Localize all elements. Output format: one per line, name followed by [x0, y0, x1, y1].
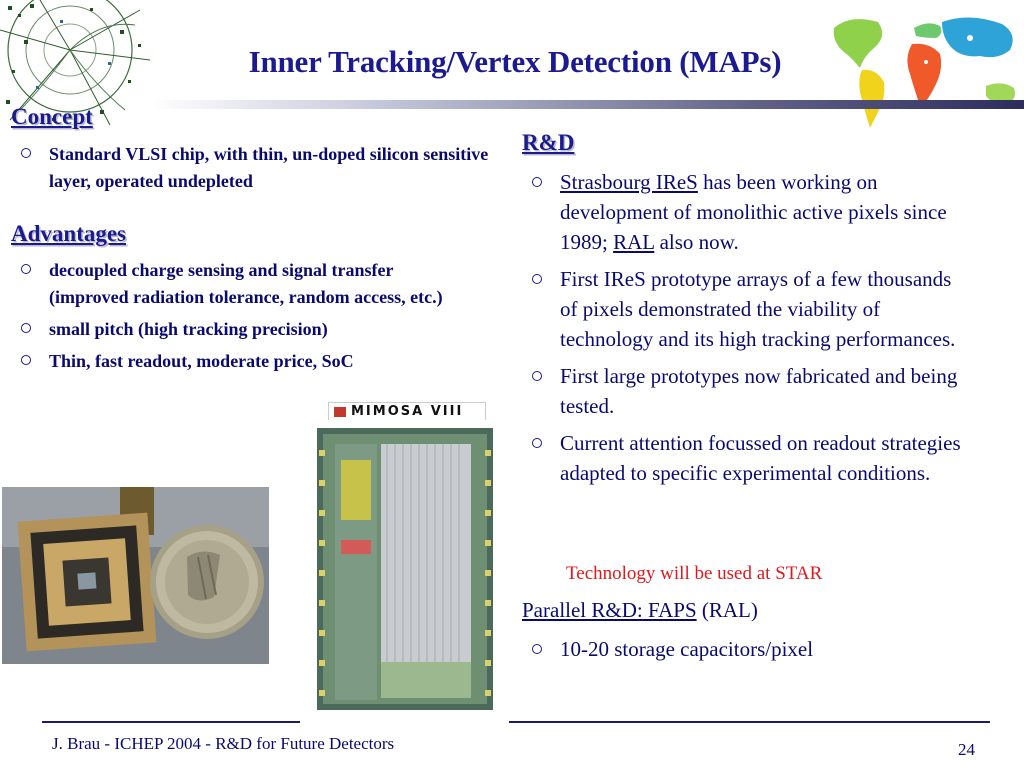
- faps-link[interactable]: Parallel R&D: FAPS: [522, 598, 697, 622]
- list-item: 10-20 storage capacitors/pixel: [522, 634, 962, 664]
- bullet-circle-icon: [532, 438, 542, 448]
- footer-rule: [509, 721, 990, 723]
- list-item: Current attention focussed on readout strategies adapted to specific experimental conditions.: [522, 428, 962, 488]
- bullet-circle-icon: [532, 371, 542, 381]
- list-item: Thin, fast readout, moderate price, SoC: [11, 348, 461, 375]
- bullet-circle-icon: [21, 355, 31, 365]
- concept-list: [11, 141, 491, 200]
- ral-link[interactable]: RAL: [613, 230, 655, 254]
- bullet-circle-icon: [532, 274, 542, 284]
- bullet-circle-icon: [21, 323, 31, 333]
- footer-rule: [42, 721, 300, 723]
- bullet-circle-icon: [532, 644, 542, 654]
- rnd-heading: R&D: [522, 130, 575, 155]
- mimosa-chip-layout-image: [301, 420, 509, 722]
- bullet-circle-icon: [21, 264, 31, 274]
- chip-and-coin-photo: [2, 487, 269, 664]
- parallel-rnd-line: Parallel R&D: FAPS (RAL): [522, 598, 758, 622]
- advantages-list: [11, 257, 461, 380]
- chip-logo-icon: [334, 407, 346, 417]
- list-item: First large prototypes now fabricated and being tested.: [522, 361, 962, 421]
- bullet-circle-icon: [532, 177, 542, 187]
- title-underline-bar: [150, 100, 1024, 109]
- advantages-heading: Advantages: [11, 221, 127, 246]
- list-item: Strasbourg IReS has been working on development of monolithic active pixels since 1989; RAL also now.: [522, 167, 962, 257]
- footer-text: J. Brau - ICHEP 2004 - R&D for Future Detectors: [52, 734, 395, 753]
- list-item: small pitch (high tracking precision): [11, 316, 461, 343]
- slide-title: Inner Tracking/Vertex Detection (MAPs): [248, 44, 782, 79]
- rnd-list: [522, 167, 962, 495]
- list-item: decoupled charge sensing and signal transfer (improved radiation tolerance, random access, etc.): [11, 257, 461, 311]
- faps-list: [522, 634, 962, 671]
- mimosa-label: MIMOSA VIII: [328, 402, 486, 422]
- list-item: Standard VLSI chip, with thin, un-doped silicon sensitive layer, operated undepleted: [11, 141, 491, 195]
- concept-heading: Concept: [11, 104, 93, 129]
- bullet-circle-icon: [21, 148, 31, 158]
- ires-link[interactable]: Strasbourg IReS: [560, 170, 698, 194]
- page-number: 24: [958, 740, 975, 759]
- list-item: First IReS prototype arrays of a few thousands of pixels demonstrated the viability of technology and its high tracking performances.: [522, 264, 962, 354]
- star-note: Technology will be used at STAR: [566, 563, 823, 584]
